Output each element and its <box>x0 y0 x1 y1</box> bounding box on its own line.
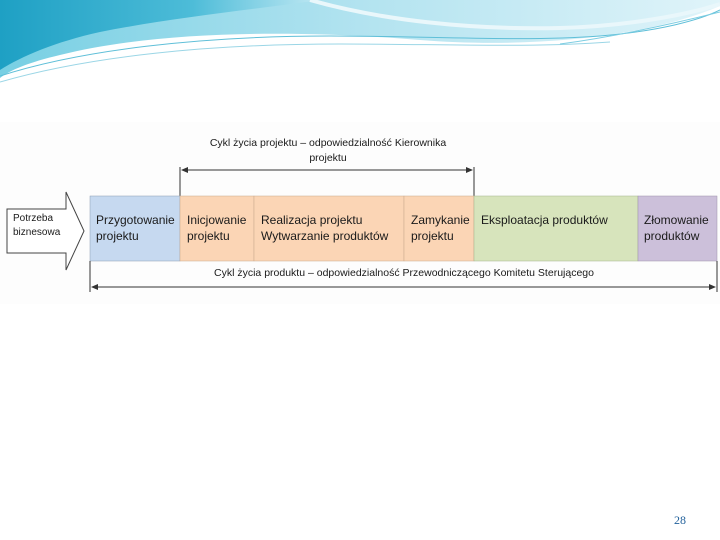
phase-label-initiation: Inicjowanie projektu <box>187 213 247 243</box>
phase-label-closing: Zamykanie projektu <box>411 213 470 243</box>
product-lifecycle-label: Cykl życia produktu – odpowiedzialność Przewodniczącego Komitetu Sterującego <box>214 267 594 279</box>
phase-box-exploitation <box>474 196 638 261</box>
project-span-arrowhead-left <box>181 167 188 173</box>
business-need-label <box>13 212 60 240</box>
product-span-arrowhead-right <box>709 284 716 290</box>
phase-label-realization: Realizacja projektu Wytwarzanie produktów <box>261 213 389 243</box>
phase-label-decommission: Złomowanie produktów <box>644 213 709 243</box>
business-need-line2: biznesowa <box>13 227 61 238</box>
phase-label-preparation: Przygotowanie projektu <box>96 213 175 243</box>
page-number: 28 <box>674 513 686 527</box>
phase-label-exploitation: Eksploatacja produktów <box>481 213 608 227</box>
product-span-arrowhead-left <box>91 284 98 290</box>
project-span-arrowhead-right <box>466 167 473 173</box>
business-need-line1: Potrzeba <box>13 213 54 224</box>
project-lifecycle-label-line2: projektu <box>309 152 347 164</box>
project-lifecycle-label-line1: Cykl życia projektu – odpowiedzialność Kierownika <box>209 137 447 149</box>
